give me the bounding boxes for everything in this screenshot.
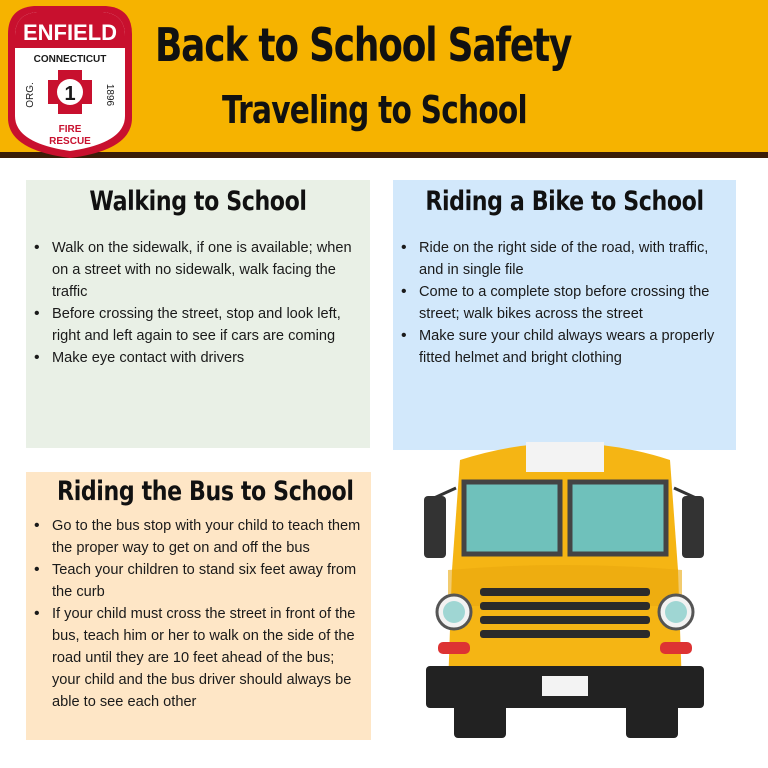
biking-list	[393, 237, 728, 369]
left-mirror	[424, 496, 446, 558]
logo-right-text: 1896	[104, 83, 115, 107]
list-item: • Walk on the sidewalk, if one is available; when on a street with no sidewalk, walk facing the traffic	[26, 237, 360, 303]
walking-panel	[26, 180, 370, 448]
page-subtitle: Traveling to School	[222, 88, 527, 132]
logo-fire-text: FIRE	[58, 124, 82, 135]
list-item: • Come to a complete stop before crossing the street; walk bikes across the street	[393, 281, 728, 325]
left-windshield	[464, 482, 560, 554]
page-title: Back to School Safety	[155, 18, 572, 72]
list-item: • If your child must cross the street in front of the bus, teach him or her to walk on the side of the road until they are 10 feet ahead of the bus; your child and the bus driver should always be able to see each other	[26, 603, 363, 713]
fire-rescue-badge-logo	[0, 0, 140, 160]
bus-panel	[26, 472, 371, 740]
left-turn-light	[438, 642, 470, 654]
list-item: • Make sure your child always wears a properly fitted helmet and bright clothing	[393, 325, 728, 369]
biking-heading: Riding a Bike to School	[425, 186, 704, 217]
list-item: • Go to the bus stop with your child to teach them the proper way to get on and off the bus	[26, 515, 363, 559]
right-turn-light	[660, 642, 692, 654]
list-item: • Ride on the right side of the road, with traffic, and in single file	[393, 237, 728, 281]
walking-heading: Walking to School	[89, 186, 307, 217]
license-plate	[542, 676, 588, 696]
bus-heading: Riding the Bus to School	[57, 476, 354, 507]
biking-panel	[393, 180, 736, 450]
list-item: • Make eye contact with drivers	[26, 347, 360, 369]
list-item: • Before crossing the street, stop and look left, right and left again to see if cars are coming	[26, 303, 360, 347]
logo-arc-text: ENFIELD	[22, 20, 118, 45]
destination-sign	[526, 442, 604, 472]
walking-list	[26, 237, 360, 369]
logo-left-text: ORG.	[25, 82, 36, 108]
logo-state-text: CONNECTICUT	[33, 54, 107, 65]
school-bus-icon	[420, 430, 710, 740]
right-mirror	[682, 496, 704, 558]
bus-list	[26, 515, 363, 713]
list-item: • Teach your children to stand six feet away from the curb	[26, 559, 363, 603]
logo-number: 1	[64, 83, 76, 105]
right-windshield	[570, 482, 666, 554]
logo-rescue-text: RESCUE	[49, 136, 91, 147]
